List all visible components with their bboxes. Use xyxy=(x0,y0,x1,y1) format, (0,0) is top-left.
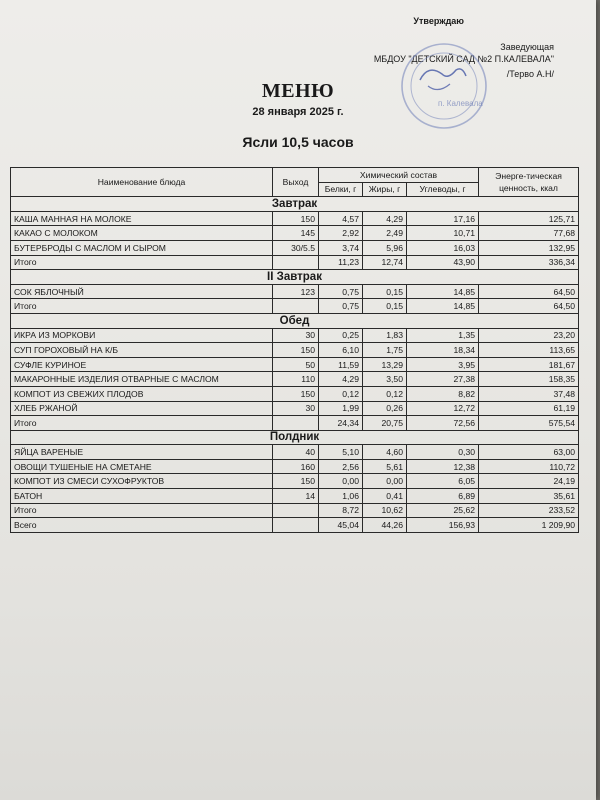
subtotal-protein: 24,34 xyxy=(319,416,363,431)
table-row xyxy=(11,211,579,226)
menu-table xyxy=(10,167,579,533)
dish-name: КАКАО С МОЛОКОМ xyxy=(11,226,273,241)
dish-protein: 1,06 xyxy=(319,489,363,504)
menu-group: Ясли 10,5 часов xyxy=(242,134,354,150)
dish-name: ИКРА ИЗ МОРКОВИ xyxy=(11,328,273,343)
dish-carbs: 27,38 xyxy=(407,372,479,387)
dish-fat: 1,83 xyxy=(363,328,407,343)
dish-energy: 158,35 xyxy=(479,372,579,387)
dish-energy: 63,00 xyxy=(479,445,579,460)
menu-date: 28 января 2025 г. xyxy=(252,106,344,118)
dish-fat: 5,96 xyxy=(363,240,407,255)
subtotal-output xyxy=(273,299,319,314)
dish-protein: 6,10 xyxy=(319,343,363,358)
dish-name: ОВОЩИ ТУШЕНЫЕ НА СМЕТАНЕ xyxy=(11,459,273,474)
subtotal-row xyxy=(11,416,579,431)
table-row xyxy=(11,343,579,358)
dish-output: 110 xyxy=(273,372,319,387)
approval-position: Заведующая xyxy=(500,42,554,52)
grand-total-row xyxy=(11,518,579,533)
subtotal-fat: 12,74 xyxy=(363,255,407,270)
dish-output: 30/5.5 xyxy=(273,240,319,255)
table-row xyxy=(11,474,579,489)
dish-name: МАКАРОННЫЕ ИЗДЕЛИЯ ОТВАРНЫЕ С МАСЛОМ xyxy=(11,372,273,387)
dish-energy: 64,50 xyxy=(479,284,579,299)
dish-fat: 2,49 xyxy=(363,226,407,241)
subtotal-energy: 575,54 xyxy=(479,416,579,431)
dish-protein: 5,10 xyxy=(319,445,363,460)
subtotal-fat: 0,15 xyxy=(363,299,407,314)
dish-protein: 1,99 xyxy=(319,401,363,416)
dish-fat: 0,12 xyxy=(363,386,407,401)
section-row xyxy=(11,313,579,328)
dish-carbs: 6,89 xyxy=(407,489,479,504)
dish-output: 30 xyxy=(273,401,319,416)
section-row xyxy=(11,197,579,212)
grand-total-energy: 1 209,90 xyxy=(479,518,579,533)
dish-output: 150 xyxy=(273,474,319,489)
dish-name: СОК ЯБЛОЧНЫЙ xyxy=(11,284,273,299)
subtotal-output xyxy=(273,416,319,431)
col-header-protein: Белки, г xyxy=(319,182,363,197)
subtotal-label: Итого xyxy=(11,299,273,314)
page-title: МЕНЮ xyxy=(261,80,335,102)
table-row xyxy=(11,445,579,460)
grand-total-label: Всего xyxy=(11,518,273,533)
dish-name: СУП ГОРОХОВЫЙ НА К/Б xyxy=(11,343,273,358)
dish-name: БУТЕРБРОДЫ С МАСЛОМ И СЫРОМ xyxy=(11,240,273,255)
grand-total-carbs: 156,93 xyxy=(407,518,479,533)
col-header-energy: Энерге-тическая ценность, ккал xyxy=(479,168,579,197)
dish-output: 160 xyxy=(273,459,319,474)
dish-carbs: 8,82 xyxy=(407,386,479,401)
dish-name: КОМПОТ ИЗ СВЕЖИХ ПЛОДОВ xyxy=(11,386,273,401)
section-row xyxy=(11,270,579,285)
table-row xyxy=(11,401,579,416)
col-header-name: Наименование блюда xyxy=(11,168,273,197)
section-title: II Завтрак xyxy=(11,270,579,285)
dish-output: 150 xyxy=(273,386,319,401)
dish-energy: 61,19 xyxy=(479,401,579,416)
dish-carbs: 17,16 xyxy=(407,211,479,226)
section-row xyxy=(11,430,579,445)
dish-protein: 0,12 xyxy=(319,386,363,401)
dish-fat: 1,75 xyxy=(363,343,407,358)
dish-name: КАША МАННАЯ НА МОЛОКЕ xyxy=(11,211,273,226)
menu-table-body xyxy=(11,197,579,533)
dish-output: 30 xyxy=(273,328,319,343)
table-row xyxy=(11,357,579,372)
dish-carbs: 14,85 xyxy=(407,284,479,299)
dish-energy: 77,68 xyxy=(479,226,579,241)
dish-carbs: 12,38 xyxy=(407,459,479,474)
dish-energy: 181,67 xyxy=(479,357,579,372)
subtotal-carbs: 43,90 xyxy=(407,255,479,270)
table-row xyxy=(11,226,579,241)
dish-carbs: 16,03 xyxy=(407,240,479,255)
dish-protein: 0,75 xyxy=(319,284,363,299)
dish-protein: 0,00 xyxy=(319,474,363,489)
subtotal-row xyxy=(11,299,579,314)
dish-name: ЯЙЦА ВАРЕНЫЕ xyxy=(11,445,273,460)
subtotal-protein: 11,23 xyxy=(319,255,363,270)
section-title: Завтрак xyxy=(11,197,579,212)
dish-fat: 3,50 xyxy=(363,372,407,387)
dish-carbs: 0,30 xyxy=(407,445,479,460)
dish-output: 123 xyxy=(273,284,319,299)
dish-output: 50 xyxy=(273,357,319,372)
dish-energy: 132,95 xyxy=(479,240,579,255)
dish-protein: 4,29 xyxy=(319,372,363,387)
dish-energy: 24,19 xyxy=(479,474,579,489)
col-header-output: Выход xyxy=(273,168,319,197)
dish-protein: 2,92 xyxy=(319,226,363,241)
dish-energy: 37,48 xyxy=(479,386,579,401)
col-header-fat: Жиры, г xyxy=(363,182,407,197)
dish-output: 150 xyxy=(273,343,319,358)
dish-energy: 113,65 xyxy=(479,343,579,358)
table-row xyxy=(11,386,579,401)
dish-protein: 2,56 xyxy=(319,459,363,474)
dish-energy: 23,20 xyxy=(479,328,579,343)
dish-output: 150 xyxy=(273,211,319,226)
grand-total-output xyxy=(273,518,319,533)
dish-protein: 4,57 xyxy=(319,211,363,226)
subtotal-carbs: 72,56 xyxy=(407,416,479,431)
dish-fat: 0,15 xyxy=(363,284,407,299)
dish-fat: 0,41 xyxy=(363,489,407,504)
subtotal-row xyxy=(11,255,579,270)
dish-energy: 110,72 xyxy=(479,459,579,474)
subtotal-output xyxy=(273,255,319,270)
dish-fat: 4,29 xyxy=(363,211,407,226)
dish-output: 14 xyxy=(273,489,319,504)
dish-fat: 13,29 xyxy=(363,357,407,372)
subtotal-protein: 0,75 xyxy=(319,299,363,314)
dish-energy: 125,71 xyxy=(479,211,579,226)
table-row xyxy=(11,328,579,343)
dish-energy: 35,61 xyxy=(479,489,579,504)
approval-organization: МБДОУ "ДЕТСКИЙ САД №2 П.КАЛЕВАЛА" xyxy=(373,54,554,64)
subtotal-label: Итого xyxy=(11,255,273,270)
table-row xyxy=(11,489,579,504)
dish-fat: 0,26 xyxy=(363,401,407,416)
approval-title: Утверждаю xyxy=(413,16,464,26)
approval-signatory: /Терво А.Н/ xyxy=(506,69,554,79)
dish-carbs: 1,35 xyxy=(407,328,479,343)
dish-fat: 5,61 xyxy=(363,459,407,474)
table-row xyxy=(11,284,579,299)
subtotal-energy: 64,50 xyxy=(479,299,579,314)
dish-protein: 3,74 xyxy=(319,240,363,255)
dish-output: 145 xyxy=(273,226,319,241)
subtotal-energy: 336,34 xyxy=(479,255,579,270)
dish-fat: 0,00 xyxy=(363,474,407,489)
dish-protein: 11,59 xyxy=(319,357,363,372)
subtotal-label: Итого xyxy=(11,503,273,518)
dish-name: БАТОН xyxy=(11,489,273,504)
dish-protein: 0,25 xyxy=(319,328,363,343)
dish-name: КОМПОТ ИЗ СМЕСИ СУХОФРУКТОВ xyxy=(11,474,273,489)
subtotal-fat: 10,62 xyxy=(363,503,407,518)
dish-carbs: 3,95 xyxy=(407,357,479,372)
dish-name: ХЛЕБ РЖАНОЙ xyxy=(11,401,273,416)
subtotal-protein: 8,72 xyxy=(319,503,363,518)
subtotal-carbs: 14,85 xyxy=(407,299,479,314)
table-row xyxy=(11,459,579,474)
dish-name: СУФЛЕ КУРИНОЕ xyxy=(11,357,273,372)
stamp-text: п. Калевала xyxy=(438,99,483,108)
subtotal-energy: 233,52 xyxy=(479,503,579,518)
section-title: Полдник xyxy=(11,430,579,445)
grand-total-fat: 44,26 xyxy=(363,518,407,533)
dish-carbs: 12,72 xyxy=(407,401,479,416)
dish-fat: 4,60 xyxy=(363,445,407,460)
subtotal-row xyxy=(11,503,579,518)
col-header-carbs: Углеводы, г xyxy=(407,182,479,197)
table-row xyxy=(11,240,579,255)
subtotal-carbs: 25,62 xyxy=(407,503,479,518)
dish-carbs: 6,05 xyxy=(407,474,479,489)
subtotal-fat: 20,75 xyxy=(363,416,407,431)
subtotal-output xyxy=(273,503,319,518)
grand-total-protein: 45,04 xyxy=(319,518,363,533)
dish-carbs: 18,34 xyxy=(407,343,479,358)
section-title: Обед xyxy=(11,313,579,328)
dish-output: 40 xyxy=(273,445,319,460)
col-header-chem: Химический состав xyxy=(319,168,479,183)
dish-carbs: 10,71 xyxy=(407,226,479,241)
subtotal-label: Итого xyxy=(11,416,273,431)
table-row xyxy=(11,372,579,387)
